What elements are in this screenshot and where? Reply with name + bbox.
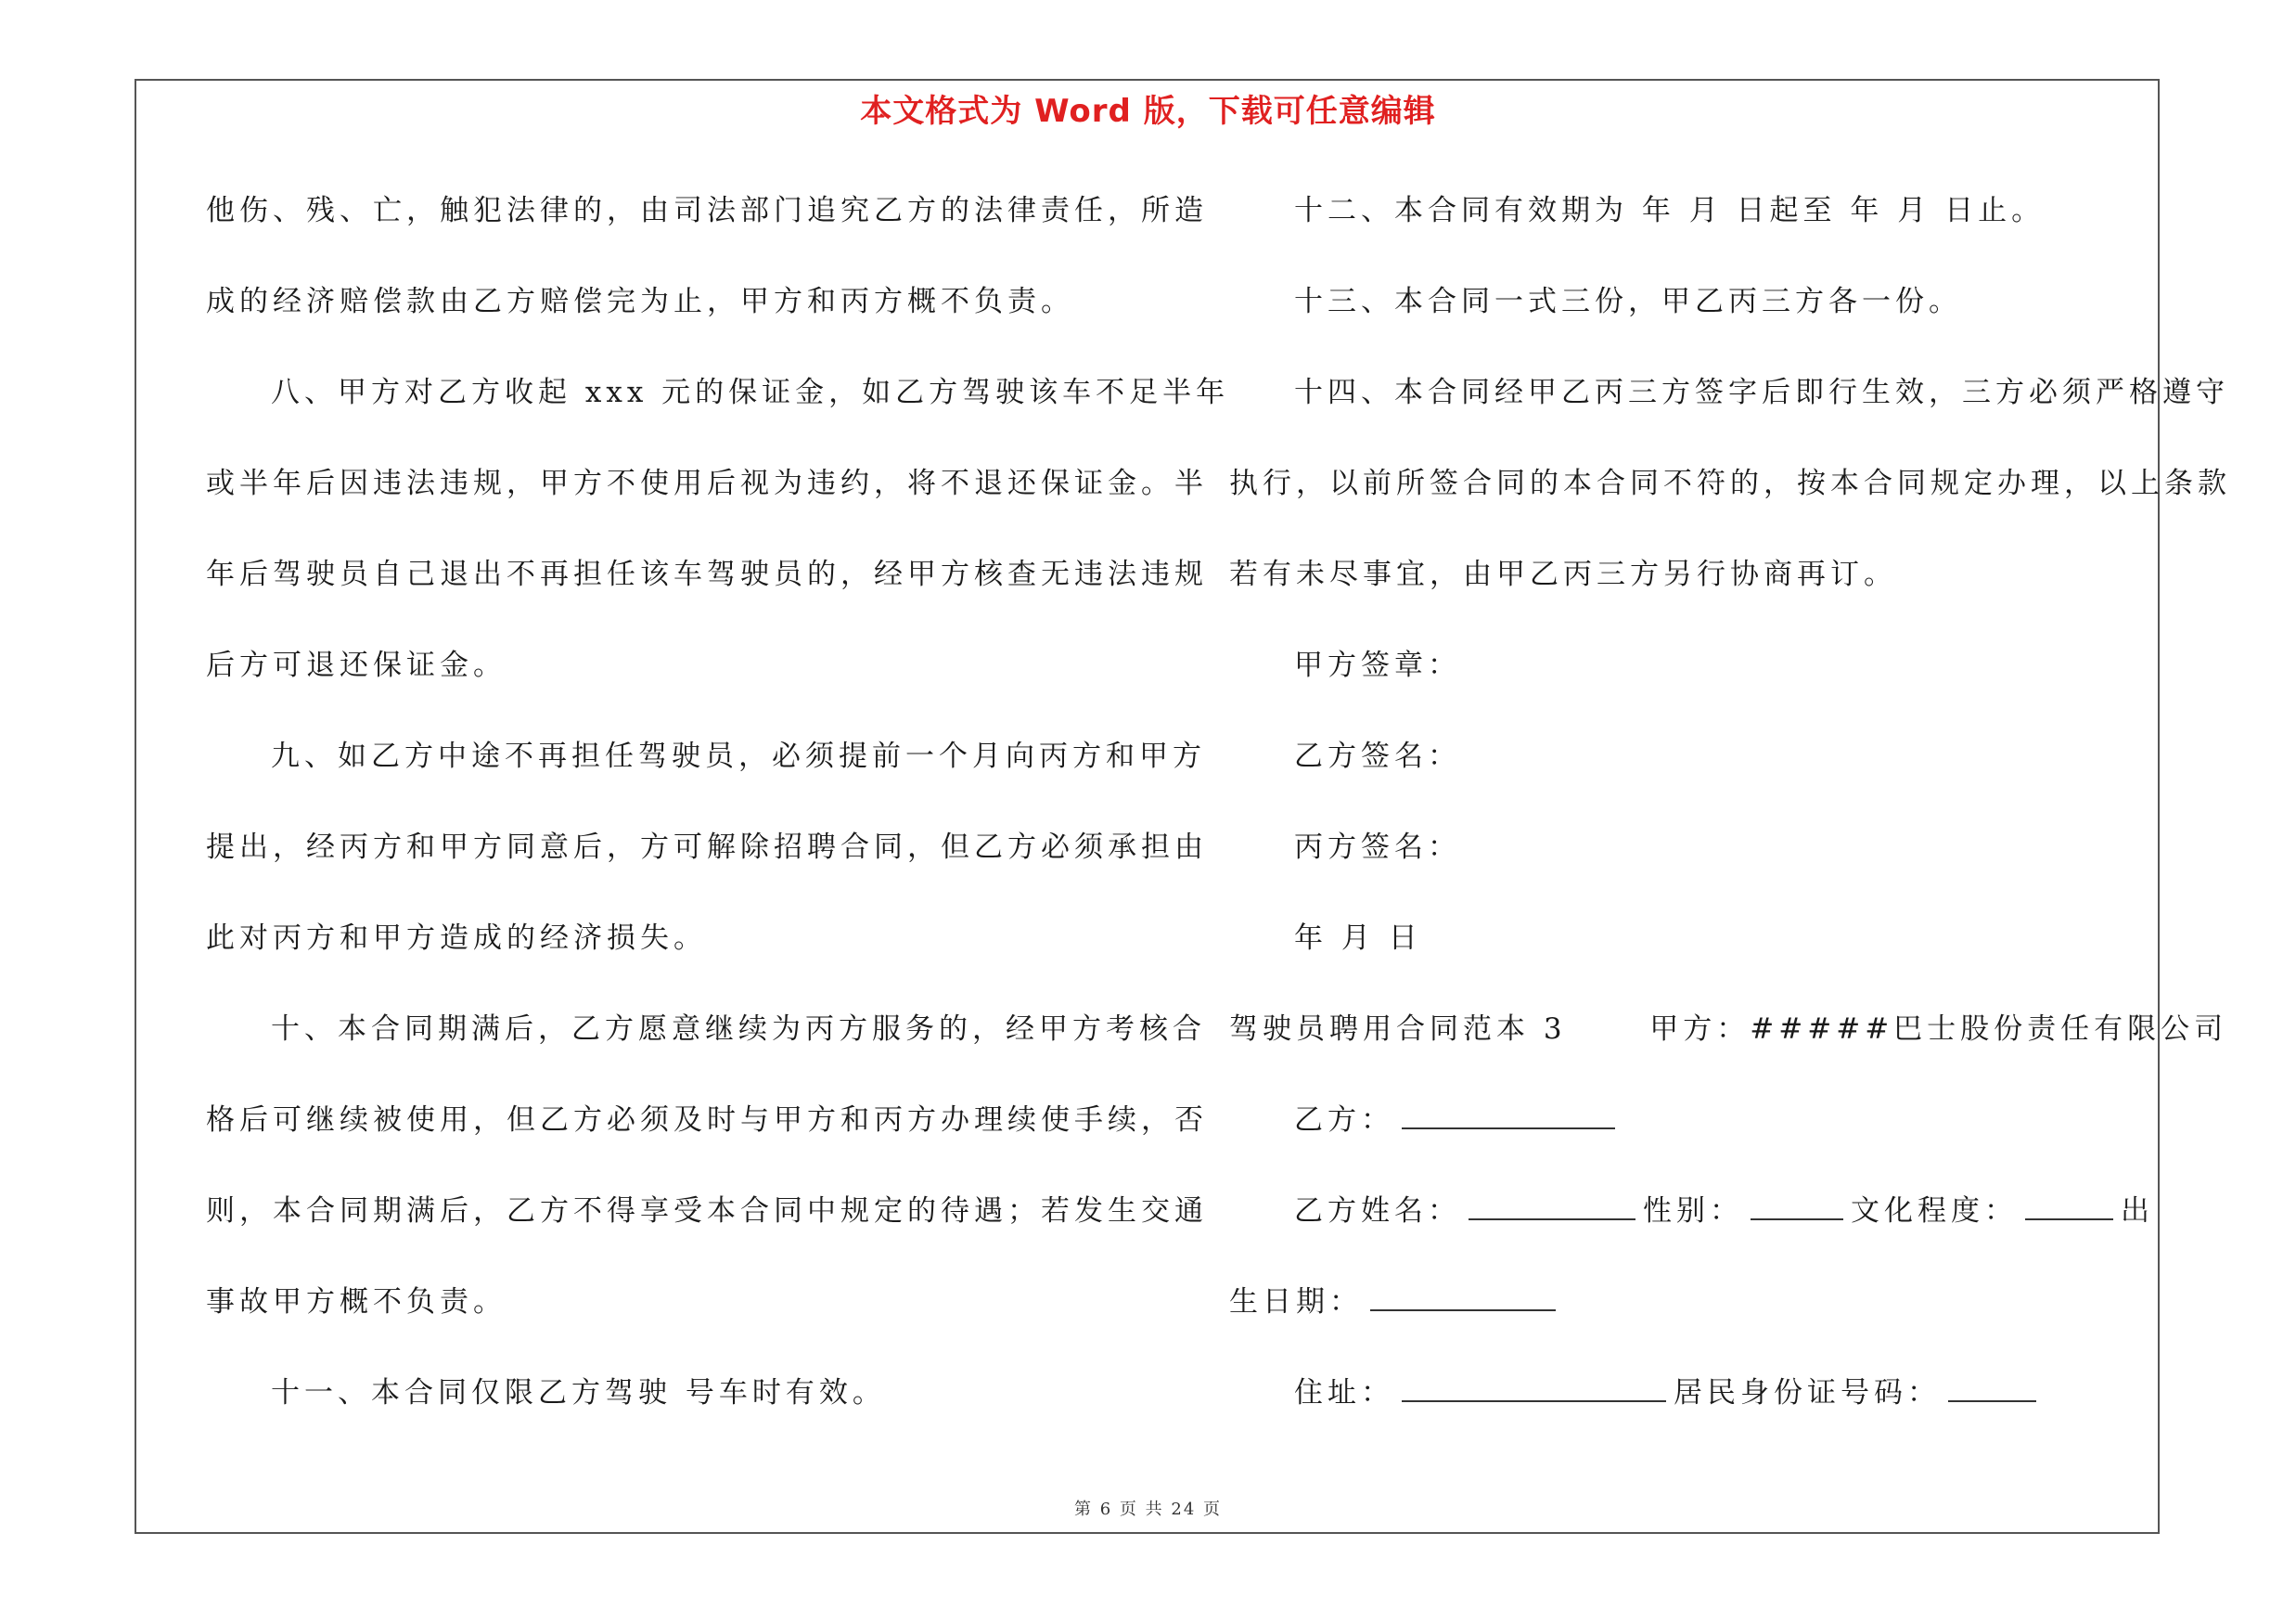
text-line: 则，本合同期满后，乙方不得享受本合同中规定的待遇；若发生交通 xyxy=(206,1194,1208,1228)
name-label: 乙方姓名： xyxy=(1294,1194,1461,1228)
right-column xyxy=(1229,181,2231,1454)
text-line: 年后驾驶员自己退出不再担任该车驾驶员的，经甲方核查无违法违规 xyxy=(206,558,1208,591)
address-line xyxy=(1229,1363,2152,1454)
id-number-blank xyxy=(1948,1378,2036,1402)
left-column xyxy=(206,181,1230,1454)
text-line: 此对丙方和甲方造成的经济损失。 xyxy=(206,921,707,955)
template-heading-line xyxy=(1229,999,2228,1090)
birth-date-blank xyxy=(1370,1287,1556,1311)
total-pages: 24 xyxy=(1171,1500,1197,1519)
text-line: 成的经济赔偿款由乙方赔偿完为止，甲方和丙方概不负责。 xyxy=(206,285,1074,318)
clause-8-line: 八、甲方对乙方收起 xxx 元的保证金，如乙方驾驶该车不足半年 xyxy=(271,376,1230,409)
party-a-signature-label: 甲方签章： xyxy=(1294,649,1461,682)
address-blank xyxy=(1402,1378,1666,1402)
clause-14-line: 十四、本合同经甲乙丙三方签字后即行生效，三方必须严格遵守 xyxy=(1294,376,2229,409)
clause-11-line: 十一、本合同仅限乙方驾驶 号车时有效。 xyxy=(271,1376,886,1410)
text-line: 他伤、残、亡，触犯法律的，由司法部门追究乙方的法律责任，所造 xyxy=(206,194,1208,227)
party-b-line xyxy=(1229,1090,2152,1181)
signature-date: 年 月 日 xyxy=(1294,921,1422,955)
birth-label: 生日期： xyxy=(1229,1285,1363,1319)
text-line: 后方可退还保证金。 xyxy=(206,649,507,682)
text-line: 提出，经丙方和甲方同意后，方可解除招聘合同，但乙方必须承担由 xyxy=(206,831,1208,864)
template-title: 驾驶员聘用合同范本 3 xyxy=(1229,1012,1567,1046)
name-blank xyxy=(1469,1196,1635,1220)
text-line: 格后可继续被使用，但乙方必须及时与甲方和丙方办理续使手续，否 xyxy=(206,1103,1208,1137)
text-line: 执行，以前所签合同的本合同不符的，按本合同规定办理，以上条款 xyxy=(1229,467,2231,500)
gender-blank xyxy=(1751,1196,1843,1220)
birth-date-line xyxy=(1229,1272,2152,1363)
gender-label: 性别： xyxy=(1643,1194,1743,1228)
education-label: 文化程度： xyxy=(1851,1194,2018,1228)
clause-10-line: 十、本合同期满后，乙方愿意继续为丙方服务的，经甲方考核合 xyxy=(271,1012,1206,1046)
party-b-blank xyxy=(1402,1105,1615,1129)
party-c-signature-label: 丙方签名： xyxy=(1294,831,1461,864)
address-label: 住址： xyxy=(1294,1376,1394,1410)
education-blank xyxy=(2025,1196,2113,1220)
clause-12-line: 十二、本合同有效期为 年 月 日起至 年 月 日止。 xyxy=(1294,194,2046,227)
text-line: 或半年后因违法违规，甲方不使用后视为违约，将不退还保证金。半 xyxy=(206,467,1208,500)
footer-suffix: 页 xyxy=(1203,1500,1223,1519)
birth-label-start: 出 xyxy=(2121,1194,2154,1228)
party-a-company: 甲方：#####巴士股份责任有限公司 xyxy=(1649,1012,2228,1046)
page-footer xyxy=(0,1496,2296,1520)
text-line: 若有未尽事宜，由甲乙丙三方另行协商再订。 xyxy=(1229,558,1897,591)
clause-9-line: 九、如乙方中途不再担任驾驶员，必须提前一个月向丙方和甲方 xyxy=(271,740,1206,773)
party-b-signature-label: 乙方签名： xyxy=(1294,740,1461,773)
footer-prefix: 第 xyxy=(1073,1500,1093,1519)
page-number: 6 xyxy=(1099,1500,1113,1519)
party-b-label: 乙方： xyxy=(1294,1103,1394,1137)
id-number-label: 居民身份证号码： xyxy=(1674,1376,1941,1410)
footer-middle: 页 共 xyxy=(1119,1500,1164,1519)
personal-info-line xyxy=(1229,1181,2152,1272)
format-banner: 本文格式为 Word 版，下载可任意编辑 xyxy=(860,93,1436,130)
text-line: 事故甲方概不负责。 xyxy=(206,1285,507,1319)
clause-13-line: 十三、本合同一式三份，甲乙丙三方各一份。 xyxy=(1294,285,1962,318)
